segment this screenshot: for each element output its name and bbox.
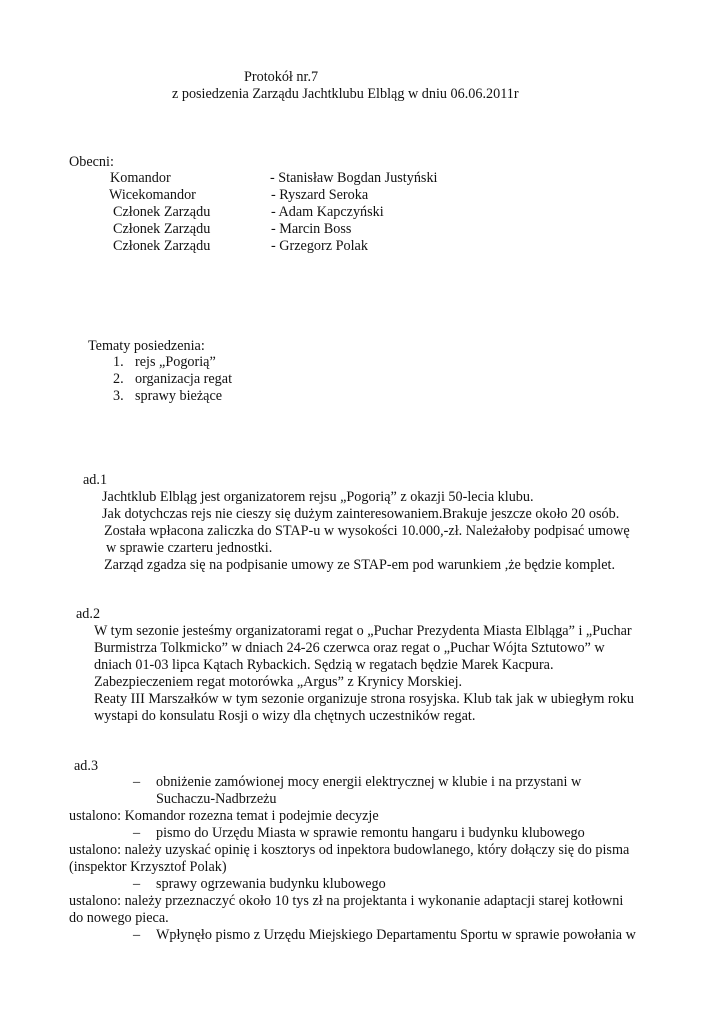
dash-bullet: – [133, 774, 141, 790]
bullet-text: pismo do Urzędu Miasta w sprawie remontu hangaru i budynku klubowego [156, 825, 585, 841]
paragraph-line: Zabezpieczeniem regat motorówka „Argus” z Krynicy Morskiej. [94, 674, 463, 690]
paragraph-line: dniach 01-03 lipca Kątach Rybackich. Sędzią w regatach będzie Marek Kacpura. [94, 657, 554, 673]
paragraph-line: Jachtklub Elbląg jest organizatorem rejsu „Pogorią” z okazji 50-lecia klubu. [102, 489, 534, 505]
decision-line: ustalono: należy uzyskać opinię i kosztorys od inpektora budowlanego, który dołączy się do pisma [69, 842, 630, 858]
member-name: - Ryszard Seroka [271, 187, 369, 203]
decision-line: do nowego pieca. [69, 910, 169, 926]
topic-number: 3. [113, 388, 124, 404]
member-name: - Marcin Boss [271, 221, 352, 237]
member-name: - Stanisław Bogdan Justyński [270, 170, 438, 186]
member-role: Członek Zarządu [113, 204, 211, 220]
topic-item: organizacja regat [135, 371, 233, 387]
paragraph-line: Burmistrza Tolkmicko” w dniach 24-26 czerwca oraz regat o „Puchar Wójta Sztutowo” w [94, 640, 605, 656]
member-role: Komandor [110, 170, 171, 186]
topics-label: Tematy posiedzenia: [88, 338, 205, 354]
bullet-text: obniżenie zamówionej mocy energii elektrycznej w klubie i na przystani w [156, 774, 582, 790]
paragraph-line: wystapi do konsulatu Rosji o wizy dla chętnych uczestników regat. [94, 708, 476, 724]
paragraph-line: w sprawie czarteru jednostki. [106, 540, 273, 556]
decision-line: ustalono: należy przeznaczyć około 10 tys zł na projektanta i wykonanie adaptacji starej kotłowni [69, 893, 624, 909]
dash-bullet: – [133, 876, 141, 892]
decision-line: ustalono: Komandor rozezna temat i podejmie decyzje [69, 808, 379, 824]
section-label-ad3: ad.3 [74, 758, 99, 774]
bullet-text: Wpłynęło pismo z Urzędu Miejskiego Departamentu Sportu w sprawie powołania w [156, 927, 636, 943]
member-role: Członek Zarządu [113, 221, 211, 237]
decision-line: (inspektor Krzysztof Polak) [69, 859, 227, 875]
attendance-label: Obecni: [69, 154, 114, 170]
topic-number: 2. [113, 371, 124, 387]
topic-item: rejs „Pogorią” [135, 354, 216, 370]
dash-bullet: – [133, 825, 141, 841]
paragraph-line: Jak dotychczas rejs nie cieszy się dużym zainteresowaniem.Brakuje jeszcze około 20 osób. [102, 506, 620, 522]
topic-number: 1. [113, 354, 124, 370]
member-role: Członek Zarządu [113, 238, 211, 254]
member-name: - Adam Kapczyński [271, 204, 384, 220]
member-role: Wicekomandor [109, 187, 196, 203]
bullet-text: Suchaczu-Nadbrzeżu [156, 791, 277, 807]
paragraph-line: Reaty III Marszałków w tym sezonie organizuje strona rosyjska. Klub tak jak w ubiegłym roku [94, 691, 634, 707]
document-title: Protokół nr.7 [244, 69, 319, 85]
paragraph-line: W tym sezonie jesteśmy organizatorami regat o „Puchar Prezydenta Miasta Elbląga” i „Puchar [94, 623, 632, 639]
bullet-text: sprawy ogrzewania budynku klubowego [156, 876, 386, 892]
dash-bullet: – [133, 927, 141, 943]
section-label-ad1: ad.1 [83, 472, 108, 488]
paragraph-line: Zarząd zgadza się na podpisanie umowy ze STAP-em pod warunkiem ,że będzie komplet. [104, 557, 616, 573]
document-subtitle: z posiedzenia Zarządu Jachtklubu Elbląg w dniu 06.06.2011r [172, 86, 519, 102]
paragraph-line: Została wpłacona zaliczka do STAP-u w wysokości 10.000,-zł. Należałoby podpisać umowę [104, 523, 630, 539]
topic-item: sprawy bieżące [135, 388, 223, 404]
section-label-ad2: ad.2 [76, 606, 101, 622]
member-name: - Grzegorz Polak [271, 238, 368, 254]
